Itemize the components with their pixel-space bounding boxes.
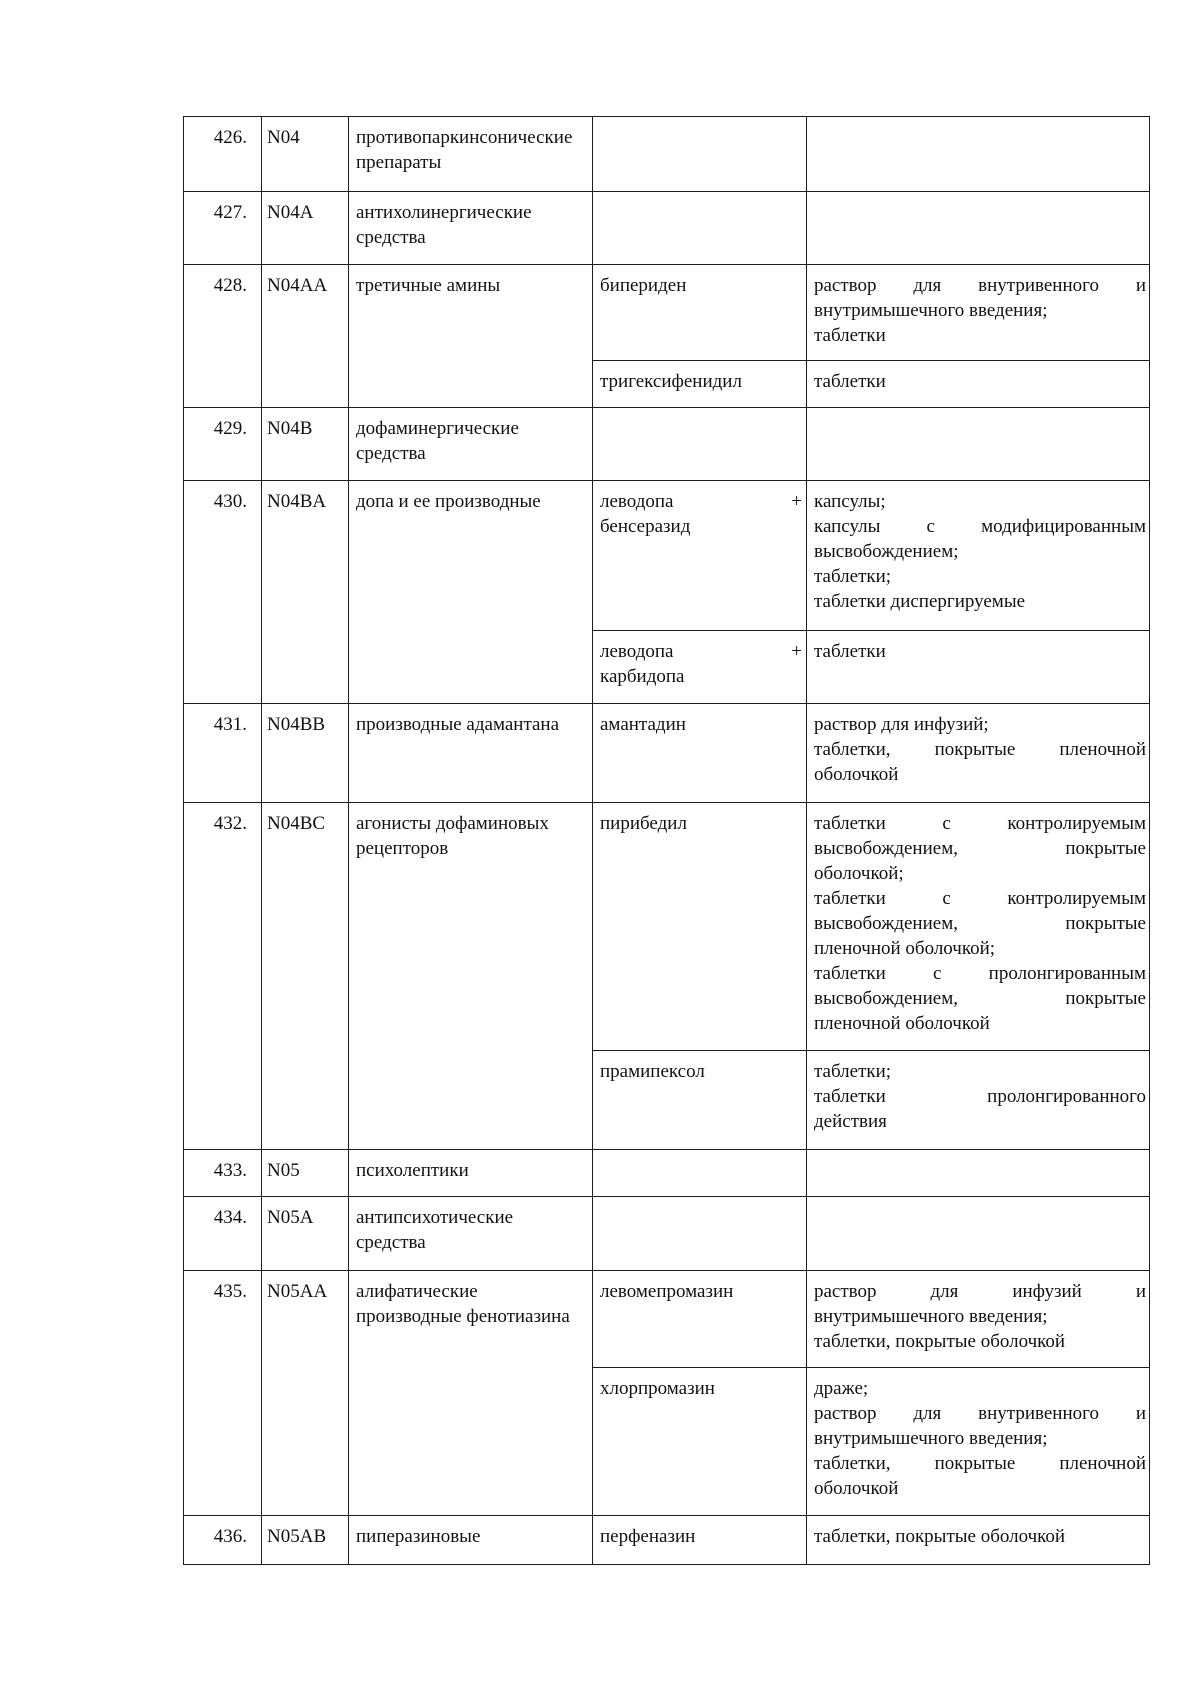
dosage-forms — [807, 408, 1150, 481]
row-number: 433. — [184, 1150, 262, 1197]
row-number: 426. — [184, 117, 262, 192]
dosage-forms — [807, 265, 1150, 361]
drug-name — [593, 408, 807, 481]
drug-name — [593, 481, 807, 631]
form-line: оболочкой; — [814, 863, 904, 884]
form-line: раствор для внутривенного и — [814, 1403, 1146, 1424]
drug-name — [593, 1150, 807, 1197]
form-line: таблетки с контролируемым — [814, 813, 1146, 834]
atc-group-name: антихолинергические средства — [349, 192, 593, 265]
form-line: таблетки с контролируемым — [814, 888, 1146, 909]
atc-group-name: третичные амины — [349, 265, 593, 408]
row-number: 431. — [184, 704, 262, 803]
atc-code: N04AA — [262, 265, 349, 408]
form-line: высвобождением; — [814, 541, 959, 562]
dosage-forms — [807, 361, 1150, 408]
atc-group-name: алифатические производные фенотиазина — [349, 1271, 593, 1516]
form-line: таблетки, покрытые оболочкой — [814, 1331, 1066, 1352]
form-line: раствор для инфузий и — [814, 1281, 1146, 1302]
drug-name: левомепромазин — [593, 1271, 807, 1368]
dosage-forms — [807, 192, 1150, 265]
row-number: 435. — [184, 1271, 262, 1516]
row-number: 429. — [184, 408, 262, 481]
form-line: таблетки с пролонгированным — [814, 963, 1146, 984]
drug-classification-table — [183, 116, 1150, 1565]
atc-code: N04 — [262, 117, 349, 192]
form-line: пленочной оболочкой — [814, 1013, 990, 1034]
atc-group-name: агонисты дофаминовых рецепторов — [349, 803, 593, 1150]
atc-code: N04BC — [262, 803, 349, 1150]
form-line: внутримышечного введения; — [814, 300, 1048, 321]
form-line: таблетки диспергируемые — [814, 591, 1026, 612]
atc-group-name: дофаминергические средства — [349, 408, 593, 481]
form-line: оболочкой — [814, 1478, 899, 1499]
form-line: таблетки пролонгированного — [814, 1086, 1146, 1107]
drug-name: хлорпромазин — [593, 1368, 807, 1516]
drug-name-part: карбидопа — [600, 666, 685, 687]
row-number: 436. — [184, 1516, 262, 1565]
row-number: 428. — [184, 265, 262, 408]
dosage-forms — [807, 1150, 1150, 1197]
row-number: 430. — [184, 481, 262, 704]
form-line: таблетки — [814, 641, 886, 662]
atc-code: N05 — [262, 1150, 349, 1197]
row-number: 432. — [184, 803, 262, 1150]
form-line: оболочкой — [814, 764, 899, 785]
atc-group-name: противопаркинсонические препараты — [349, 117, 593, 192]
form-line: высвобождением, покрытые — [814, 988, 1146, 1009]
dosage-forms — [807, 631, 1150, 704]
drug-name: бипериден — [593, 265, 807, 361]
dosage-forms — [807, 803, 1150, 1051]
plus-sign: + — [791, 491, 802, 512]
atc-code: N05A — [262, 1197, 349, 1271]
drug-name: пирибедил — [593, 803, 807, 1051]
table-row — [184, 1516, 1150, 1565]
form-line: пленочной оболочкой; — [814, 938, 996, 959]
atc-group-name: пиперазиновые — [349, 1516, 593, 1565]
form-line: раствор для инфузий; — [814, 714, 989, 735]
table-row — [184, 1150, 1150, 1197]
table-row — [184, 1271, 1150, 1368]
form-line: высвобождением, покрытые — [814, 913, 1146, 934]
table-row — [184, 704, 1150, 803]
drug-name: перфеназин — [593, 1516, 807, 1565]
atc-code: N05AA — [262, 1271, 349, 1516]
drug-name-line — [600, 489, 801, 514]
form-line: внутримышечного введения; — [814, 1306, 1048, 1327]
form-line: таблетки; — [814, 1061, 892, 1082]
dosage-forms — [807, 704, 1150, 803]
table-row — [184, 1197, 1150, 1271]
form-line: таблетки, покрытые оболочкой — [814, 1526, 1066, 1547]
drug-name: тригексифенидил — [593, 361, 807, 408]
dosage-forms — [807, 117, 1150, 192]
atc-code: N04BA — [262, 481, 349, 704]
drug-name — [593, 192, 807, 265]
row-number: 427. — [184, 192, 262, 265]
form-line: таблетки; — [814, 566, 892, 587]
table-row — [184, 803, 1150, 1051]
atc-code: N04BB — [262, 704, 349, 803]
drug-name-part: леводопа — [600, 641, 674, 662]
drug-name-part: леводопа — [600, 491, 674, 512]
drug-name: прамипексол — [593, 1051, 807, 1150]
atc-group-name: допа и ее производные — [349, 481, 593, 704]
table-row — [184, 265, 1150, 361]
drug-name-line — [600, 639, 801, 664]
drug-name — [593, 1197, 807, 1271]
form-line: капсулы с модифицированным — [814, 516, 1146, 537]
form-line: капсулы; — [814, 491, 886, 512]
table-row — [184, 192, 1150, 265]
drug-name: амантадин — [593, 704, 807, 803]
dosage-forms — [807, 1516, 1150, 1565]
atc-code: N04B — [262, 408, 349, 481]
row-number: 434. — [184, 1197, 262, 1271]
table-row — [184, 481, 1150, 631]
dosage-forms — [807, 1197, 1150, 1271]
atc-group-name: производные адамантана — [349, 704, 593, 803]
dosage-forms — [807, 1271, 1150, 1368]
form-line: высвобождением, покрытые — [814, 838, 1146, 859]
atc-code: N04A — [262, 192, 349, 265]
drug-name — [593, 117, 807, 192]
form-line: таблетки — [814, 371, 886, 392]
table-row — [184, 117, 1150, 192]
form-line: действия — [814, 1111, 887, 1132]
form-line: таблетки, покрытые пленочной — [814, 1453, 1146, 1474]
dosage-forms — [807, 1051, 1150, 1150]
form-line: драже; — [814, 1378, 869, 1399]
atc-code: N05AB — [262, 1516, 349, 1565]
table-row — [184, 408, 1150, 481]
form-line: раствор для внутривенного и — [814, 275, 1146, 296]
form-line: таблетки, покрытые пленочной — [814, 739, 1146, 760]
form-line: внутримышечного введения; — [814, 1428, 1048, 1449]
plus-sign: + — [791, 641, 802, 662]
drug-name-part: бенсеразид — [600, 516, 691, 537]
atc-group-name: психолептики — [349, 1150, 593, 1197]
atc-group-name: антипсихотические средства — [349, 1197, 593, 1271]
dosage-forms — [807, 1368, 1150, 1516]
form-line: таблетки — [814, 325, 886, 346]
dosage-forms — [807, 481, 1150, 631]
drug-name — [593, 631, 807, 704]
